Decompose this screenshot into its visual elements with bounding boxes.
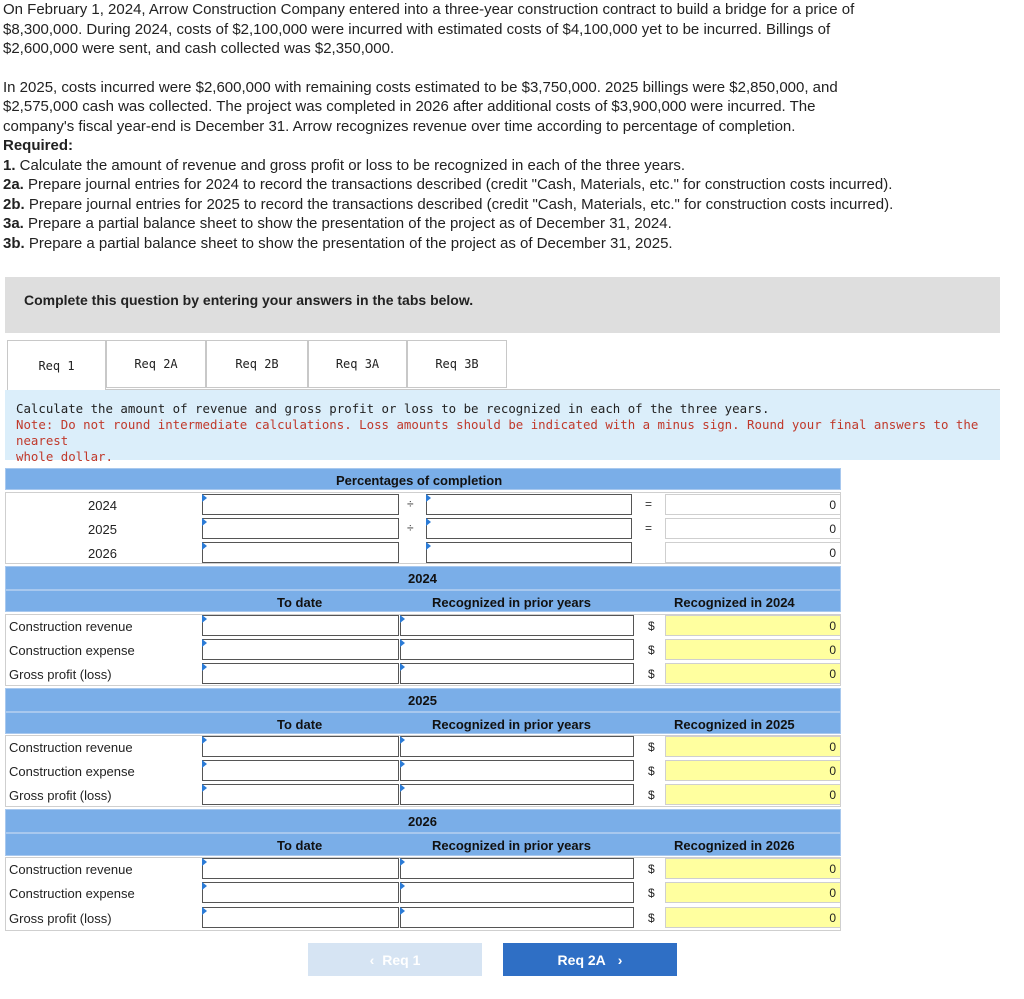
pct-2026-result: 0 — [665, 542, 841, 563]
tab-req-3b[interactable]: Req 3B — [407, 340, 507, 388]
intro-line: $2,575,000 cash was collected. The project was completed in 2026 after additional costs of $3,900,000 were incurred. The — [3, 98, 816, 115]
dollar-sign: $ — [648, 740, 655, 754]
prev-req-button[interactable] — [308, 943, 482, 976]
revenue-to-date-2025-input[interactable] — [202, 736, 399, 757]
row-label: Construction expense — [9, 643, 135, 658]
req-text: Prepare a partial balance sheet to show the presentation of the project as of December 31, 2025. — [24, 234, 673, 252]
expense-recognized-2025: 0 — [665, 760, 841, 781]
dollar-sign: $ — [648, 862, 655, 876]
column-header-row — [5, 833, 841, 856]
column-header-row — [5, 712, 841, 734]
section-year: 2026 — [408, 814, 437, 829]
col-prior-years: Recognized in prior years — [432, 595, 591, 610]
year-header-2024 — [5, 566, 841, 590]
revenue-prior-2025-input[interactable] — [400, 736, 634, 757]
tab-req-2a[interactable]: Req 2A — [106, 340, 206, 388]
revenue-prior-2026-input[interactable] — [400, 858, 634, 879]
next-req-button[interactable] — [503, 943, 677, 976]
banner-text: Complete this question by entering your answers in the tabs below. — [24, 292, 474, 308]
revenue-recognized-2026: 0 — [665, 858, 841, 879]
pct-2024-denominator-input[interactable] — [426, 494, 632, 515]
req-number: 1. — [3, 156, 16, 174]
col-recognized: Recognized in 2025 — [674, 717, 795, 732]
req-number: 3a. — [3, 215, 24, 232]
expense-recognized-2026: 0 — [665, 882, 841, 903]
expense-prior-2025-input[interactable] — [400, 760, 634, 781]
profit-recognized-2026: 0 — [665, 907, 841, 928]
row-label: Construction revenue — [9, 619, 133, 634]
chevron-right-icon: › — [617, 951, 623, 968]
row-label: Construction revenue — [9, 862, 133, 877]
next-label: Req 2A — [557, 951, 606, 968]
section-year: 2024 — [408, 571, 437, 586]
req-number: 2b. — [3, 195, 25, 213]
intro-line: In 2025, costs incurred were $2,600,000 with remaining costs estimated to be $3,750,000. 2025 billings were $2,850,000, and — [3, 78, 838, 96]
pct-2025-numerator-input[interactable] — [202, 518, 399, 539]
pct-header: Percentages of completion — [336, 473, 503, 488]
pct-year-label: 2024 — [88, 498, 117, 513]
col-to-date: To date — [277, 717, 323, 732]
revenue-to-date-2024-input[interactable] — [202, 615, 399, 636]
instructions-text: Calculate the amount of revenue and gross profit or loss to be recognized in each of the three years. — [16, 401, 770, 416]
divide-symbol: ÷ — [407, 521, 414, 535]
expense-to-date-2024-input[interactable] — [202, 639, 399, 660]
profit-to-date-2024-input[interactable] — [202, 663, 399, 684]
year-header-2026 — [5, 809, 841, 833]
dollar-sign: $ — [648, 619, 655, 633]
intro-line: $8,300,000. During 2024, costs of $2,100,000 were incurred with estimated costs of $4,100,000 yet to be incurred. Billings of — [3, 20, 831, 38]
dollar-sign: $ — [648, 788, 655, 802]
row-label: Gross profit (loss) — [9, 911, 112, 926]
pct-2024-result: 0 — [665, 494, 841, 515]
pct-2026-denominator-input[interactable] — [426, 542, 632, 563]
section-year: 2025 — [408, 693, 437, 708]
profit-prior-2024-input[interactable] — [400, 663, 634, 684]
tab-req-3a[interactable]: Req 3A — [308, 340, 407, 388]
divide-symbol: ÷ — [407, 497, 414, 511]
dollar-sign: $ — [648, 667, 655, 681]
instructions-panel — [5, 390, 1000, 464]
profit-prior-2026-input[interactable] — [400, 907, 634, 928]
intro-line: company's fiscal year-end is December 31. Arrow recognizes revenue over time according to percentage of completion. — [3, 117, 796, 135]
req-text: Calculate the amount of revenue and gross profit or loss to be recognized in each of the three years. — [15, 156, 686, 174]
problem-statement — [3, 0, 1018, 253]
chevron-left-icon: ‹ — [369, 951, 375, 968]
pct-year-label: 2026 — [88, 546, 117, 561]
pct-year-label: 2025 — [88, 522, 117, 537]
revenue-to-date-2026-input[interactable] — [202, 858, 399, 879]
dollar-sign: $ — [648, 643, 655, 657]
expense-to-date-2026-input[interactable] — [202, 882, 399, 903]
col-recognized: Recognized in 2024 — [674, 595, 795, 610]
req-number: 3b. — [3, 234, 25, 252]
revenue-prior-2024-input[interactable] — [400, 615, 634, 636]
equals-symbol: = — [645, 497, 653, 511]
pct-2025-result: 0 — [665, 518, 841, 539]
pct-2024-numerator-input[interactable] — [202, 494, 399, 515]
tab-req-1[interactable]: Req 1 — [7, 340, 106, 390]
row-label: Gross profit (loss) — [9, 788, 112, 803]
year-header-2025 — [5, 688, 841, 712]
profit-to-date-2026-input[interactable] — [202, 907, 399, 928]
req-text: Prepare journal entries for 2024 to record the transactions described (credit "Cash, Materials, etc." for construction costs incurred). — [23, 176, 893, 193]
expense-prior-2026-input[interactable] — [400, 882, 634, 903]
req-text: Prepare journal entries for 2025 to record the transactions described (credit "Cash, Materials, etc." for construction costs incurred). — [24, 195, 894, 213]
row-label: Gross profit (loss) — [9, 667, 112, 682]
dollar-sign: $ — [648, 764, 655, 778]
revenue-recognized-2025: 0 — [665, 736, 841, 757]
prev-label: Req 1 — [382, 951, 421, 968]
col-to-date: To date — [277, 838, 323, 853]
tab-req-2b[interactable]: Req 2B — [206, 340, 308, 388]
pct-2025-denominator-input[interactable] — [426, 518, 632, 539]
intro-line: $2,600,000 were sent, and cash collected was $2,350,000. — [3, 40, 395, 57]
row-label: Construction revenue — [9, 740, 133, 755]
col-to-date: To date — [277, 595, 323, 610]
row-label: Construction expense — [9, 886, 135, 901]
profit-to-date-2025-input[interactable] — [202, 784, 399, 805]
pct-header-row — [5, 468, 841, 490]
answer-table — [5, 468, 841, 938]
required-heading: Required: — [3, 137, 74, 154]
col-recognized: Recognized in 2026 — [674, 838, 795, 853]
col-prior-years: Recognized in prior years — [432, 717, 591, 732]
col-prior-years: Recognized in prior years — [432, 838, 591, 853]
profit-recognized-2025: 0 — [665, 784, 841, 805]
column-header-row — [5, 590, 841, 612]
equals-symbol: = — [645, 521, 653, 535]
expense-recognized-2024: 0 — [665, 639, 841, 660]
instructions-note: whole dollar. — [16, 449, 113, 464]
expense-prior-2024-input[interactable] — [400, 639, 634, 660]
profit-recognized-2024: 0 — [665, 663, 841, 684]
dollar-sign: $ — [648, 911, 655, 925]
instructions-banner — [5, 277, 1000, 333]
revenue-recognized-2024: 0 — [665, 615, 841, 636]
instructions-note: Note: Do not round intermediate calculations. Loss amounts should be indicated with a minus sign. Round your final answers to the nearest — [16, 417, 979, 448]
req-number: 2a. — [3, 176, 24, 193]
pct-2026-numerator-input[interactable] — [202, 542, 399, 563]
dollar-sign: $ — [648, 886, 655, 900]
intro-line: On February 1, 2024, Arrow Construction Company entered into a three-year construction contract to build a bridge for a price of — [3, 1, 855, 18]
profit-prior-2025-input[interactable] — [400, 784, 634, 805]
expense-to-date-2025-input[interactable] — [202, 760, 399, 781]
req-text: Prepare a partial balance sheet to show the presentation of the project as of December 31, 2024. — [23, 215, 672, 232]
row-label: Construction expense — [9, 764, 135, 779]
